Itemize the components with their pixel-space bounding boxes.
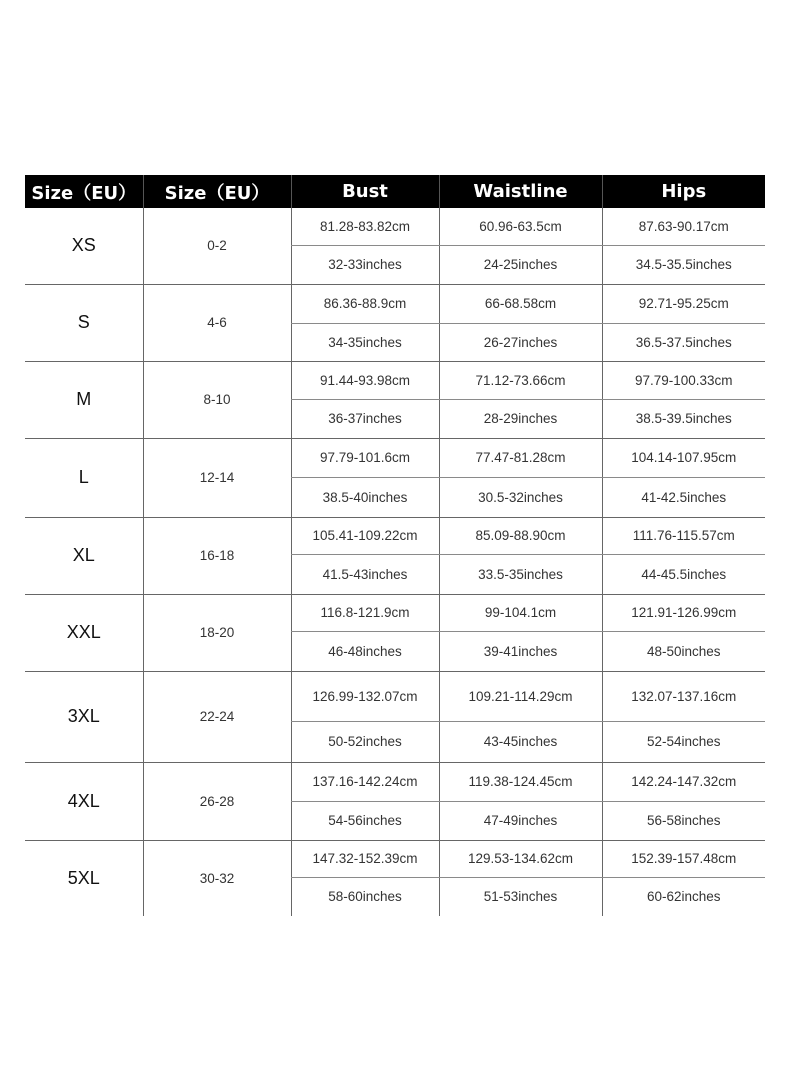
header-bust: Bust — [291, 175, 439, 208]
hips-inches: 41-42.5inches — [602, 477, 765, 517]
bust-inches: 41.5-43inches — [291, 554, 439, 594]
table-row — [25, 594, 765, 631]
waistline-inches: 51-53inches — [439, 877, 602, 916]
header-row — [25, 175, 765, 208]
bust-cm: 81.28-83.82cm — [291, 208, 439, 245]
table-row — [25, 762, 765, 801]
waistline-cm: 77.47-81.28cm — [439, 438, 602, 477]
eu-size-range: 22-24 — [143, 671, 291, 762]
table-row — [25, 840, 765, 877]
hips-cm: 132.07-137.16cm — [602, 671, 765, 721]
hips-inches: 56-58inches — [602, 801, 765, 840]
size-chart-header — [25, 175, 765, 208]
waistline-inches: 33.5-35inches — [439, 554, 602, 594]
waistline-cm: 60.96-63.5cm — [439, 208, 602, 245]
waistline-cm: 119.38-124.45cm — [439, 762, 602, 801]
size-chart-body — [25, 208, 765, 916]
bust-inches: 36-37inches — [291, 399, 439, 438]
waistline-cm: 66-68.58cm — [439, 284, 602, 323]
waistline-cm: 85.09-88.90cm — [439, 517, 602, 554]
header-hips: Hips — [602, 175, 765, 208]
bust-cm: 126.99-132.07cm — [291, 671, 439, 721]
table-row — [25, 361, 765, 399]
bust-inches: 50-52inches — [291, 721, 439, 762]
bust-cm: 105.41-109.22cm — [291, 517, 439, 554]
header-size-eu-range: Size（EU） — [143, 175, 291, 208]
bust-inches: 46-48inches — [291, 631, 439, 671]
waistline-inches: 43-45inches — [439, 721, 602, 762]
size-label: XS — [25, 208, 143, 284]
waistline-cm: 109.21-114.29cm — [439, 671, 602, 721]
size-label: 4XL — [25, 762, 143, 840]
eu-size-range: 26-28 — [143, 762, 291, 840]
waistline-cm: 129.53-134.62cm — [439, 840, 602, 877]
eu-size-range: 0-2 — [143, 208, 291, 284]
size-label: L — [25, 438, 143, 517]
eu-size-range: 8-10 — [143, 361, 291, 438]
hips-inches: 48-50inches — [602, 631, 765, 671]
bust-cm: 97.79-101.6cm — [291, 438, 439, 477]
bust-inches: 54-56inches — [291, 801, 439, 840]
bust-cm: 137.16-142.24cm — [291, 762, 439, 801]
bust-cm: 116.8-121.9cm — [291, 594, 439, 631]
waistline-inches: 24-25inches — [439, 245, 602, 284]
eu-size-range: 30-32 — [143, 840, 291, 916]
eu-size-range: 4-6 — [143, 284, 291, 361]
header-waistline: Waistline — [439, 175, 602, 208]
table-row — [25, 284, 765, 323]
hips-inches: 38.5-39.5inches — [602, 399, 765, 438]
size-chart-table — [25, 175, 765, 916]
bust-inches: 58-60inches — [291, 877, 439, 916]
hips-inches: 52-54inches — [602, 721, 765, 762]
bust-cm: 147.32-152.39cm — [291, 840, 439, 877]
hips-cm: 152.39-157.48cm — [602, 840, 765, 877]
size-label: 3XL — [25, 671, 143, 762]
table-row — [25, 671, 765, 721]
eu-size-range: 12-14 — [143, 438, 291, 517]
size-label: XL — [25, 517, 143, 594]
bust-inches: 34-35inches — [291, 323, 439, 361]
waistline-cm: 99-104.1cm — [439, 594, 602, 631]
hips-cm: 92.71-95.25cm — [602, 284, 765, 323]
size-label: XXL — [25, 594, 143, 671]
bust-inches: 38.5-40inches — [291, 477, 439, 517]
size-label: S — [25, 284, 143, 361]
header-size-eu: Size（EU） — [25, 175, 143, 208]
hips-inches: 34.5-35.5inches — [602, 245, 765, 284]
waistline-inches: 39-41inches — [439, 631, 602, 671]
table-row — [25, 208, 765, 245]
bust-cm: 86.36-88.9cm — [291, 284, 439, 323]
table-row — [25, 438, 765, 477]
hips-inches: 44-45.5inches — [602, 554, 765, 594]
eu-size-range: 16-18 — [143, 517, 291, 594]
table-row — [25, 517, 765, 554]
hips-cm: 121.91-126.99cm — [602, 594, 765, 631]
waistline-inches: 28-29inches — [439, 399, 602, 438]
waistline-inches: 26-27inches — [439, 323, 602, 361]
bust-inches: 32-33inches — [291, 245, 439, 284]
bust-cm: 91.44-93.98cm — [291, 361, 439, 399]
size-label: M — [25, 361, 143, 438]
waistline-inches: 30.5-32inches — [439, 477, 602, 517]
hips-inches: 36.5-37.5inches — [602, 323, 765, 361]
hips-cm: 97.79-100.33cm — [602, 361, 765, 399]
eu-size-range: 18-20 — [143, 594, 291, 671]
hips-cm: 111.76-115.57cm — [602, 517, 765, 554]
hips-cm: 104.14-107.95cm — [602, 438, 765, 477]
size-label: 5XL — [67, 867, 100, 888]
waistline-inches: 47-49inches — [439, 801, 602, 840]
hips-cm: 87.63-90.17cm — [602, 208, 765, 245]
hips-cm: 142.24-147.32cm — [602, 762, 765, 801]
waistline-cm: 71.12-73.66cm — [439, 361, 602, 399]
hips-inches: 60-62inches — [602, 877, 765, 916]
